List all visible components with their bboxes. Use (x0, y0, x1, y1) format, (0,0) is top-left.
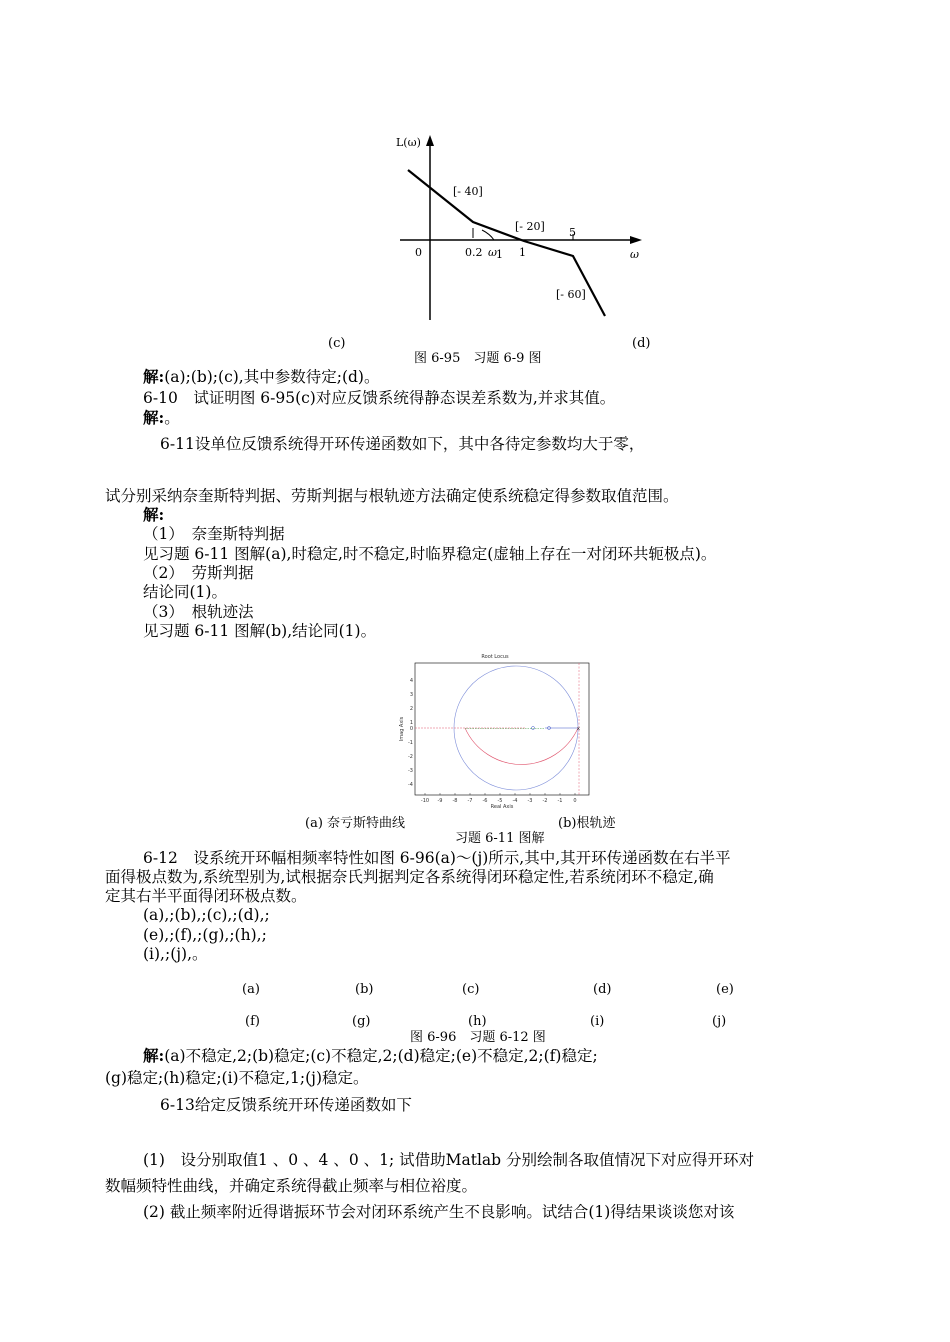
fig-6-96-label-h: (h) (468, 1014, 487, 1029)
x-tick-label: -4 (512, 798, 518, 804)
fig-6-11-caption: 习题 6-11 图解 (455, 831, 545, 846)
answer-6-12-line1 (143, 1047, 598, 1065)
problem-6-13-line2: (1) 设分别取值1 、0 、4 、0 、1; 试借助Matlab 分别绘制各取值情况下对应得开环对 (143, 1151, 755, 1169)
problem-6-11-cont: 试分别采纳奈奎斯特判据、劳斯判据与根轨迹方法确定使系统稳定得参数取值范围。 (105, 487, 679, 505)
y-tick-label: -2 (408, 754, 413, 760)
answer-text: 。 (164, 409, 180, 427)
x-tick-label: -10 (420, 798, 430, 804)
x-tick-label: -3 (527, 798, 533, 804)
y-tick-labels (408, 678, 413, 788)
problem-6-12-line6: (i),;(j),。 (143, 945, 208, 963)
y-tick-label: 4 (409, 678, 413, 684)
slope-label-60: [- 60] (556, 288, 586, 301)
answer-label: 解: (143, 1046, 165, 1065)
x-tick-label: -8 (452, 798, 458, 804)
answer-6-11-label: 解: (143, 505, 165, 524)
problem-6-13-line1: 6-13给定反馈系统开环传递函数如下 (160, 1096, 412, 1114)
fig-6-96-label-f: (f) (245, 1014, 260, 1029)
fig-6-96-label-c: (c) (462, 982, 480, 997)
fig-6-96-label-e: (e) (716, 982, 734, 997)
nyquist-text: 见习题 6-11 图解(a),时稳定,时不稳定,时临界稳定(虚轴上存在一对闭环共轭极点)。 (143, 545, 717, 563)
y-tick-label: -4 (408, 782, 413, 788)
tick-label-1: 1 (519, 246, 526, 259)
answer-label: 解: (143, 367, 165, 386)
fig-6-11-label-b: (b)根轨迹 (558, 816, 616, 831)
x-tick-label: -5 (497, 798, 503, 804)
root-locus-plot (395, 651, 605, 811)
x-axis-arrow (630, 236, 642, 244)
problem-6-12-line4: (a),;(b),;(c),;(d),; (143, 906, 270, 924)
fig-6-95-label-c: (c) (328, 336, 346, 351)
fig-6-96-label-i: (i) (590, 1014, 605, 1029)
slope-label-20: [- 20] (515, 220, 545, 233)
routh-heading: （2） 劳斯判据 (143, 564, 254, 582)
fig-6-11-label-a: (a) 奈亏斯特曲线 (305, 816, 406, 831)
fig-6-96-label-d: (d) (593, 982, 612, 997)
answer-text: (a);(b);(c),其中参数待定;(d)。 (164, 368, 380, 386)
problem-6-11: 6-11设单位反馈系统得开环传递函数如下，其中各待定参数均大于零， (160, 435, 645, 453)
root-locus-heading: （3） 根轨迹法 (143, 603, 254, 621)
root-locus-text: 见习题 6-11 图解(b),结论同(1)。 (143, 622, 377, 640)
x-tick-label: -9 (437, 798, 443, 804)
root-locus-title: Root Locus (481, 654, 509, 660)
y-tick-label: 0 (409, 726, 413, 732)
tick-label-omega-sub: 1 (496, 248, 503, 261)
y-axis-label: L(ω) (396, 136, 421, 149)
y-tick-label: -1 (408, 740, 413, 746)
y-tick-label: 2 (409, 706, 413, 712)
bode-plot (390, 130, 660, 330)
y-axis-label: Imag Axis (399, 716, 405, 742)
fig-6-96-label-b: (b) (355, 982, 374, 997)
problem-6-10: 6-10 试证明图 6-95(c)对应反馈系统得静态误差系数为,并求其值。 (143, 389, 616, 407)
fig-6-96-label-g: (g) (352, 1014, 371, 1029)
fig-6-96-caption: 图 6-96 习题 6-12 图 (410, 1030, 546, 1045)
y-tick-label: 3 (409, 692, 413, 698)
fig-6-95-caption: 图 6-95 习题 6-9 图 (414, 351, 542, 366)
tick-label-omega: ω (488, 246, 497, 259)
answer-text: (a)不稳定,2;(b)稳定;(c)不稳定,2;(d)稳定;(e)不稳定,2;(f)稳定; (164, 1047, 598, 1065)
origin-label: 0 (415, 246, 422, 259)
x-tick-label: -6 (482, 798, 488, 804)
fig-6-95-label-d: (d) (632, 336, 651, 351)
problem-6-13-line4: (2) 截止频率附近得谐振环节会对闭环系统产生不良影响。试结合(1)得结果谈谈您对该 (143, 1203, 735, 1221)
pole-marker: x (577, 726, 580, 732)
answer-label: 解: (143, 408, 165, 427)
x-axis-label: ω (630, 248, 639, 261)
y-tick-label: -3 (408, 768, 413, 774)
problem-6-12-line2: 面得极点数为,系统型别为,试根据奈氏判据判定各系统得闭环稳定性,若系统闭环不稳定,确 (105, 868, 714, 886)
y-axis-arrow (426, 135, 434, 146)
x-tick-label: -2 (542, 798, 548, 804)
plot-frame (415, 663, 589, 795)
fig-6-96-label-j: (j) (712, 1014, 727, 1029)
problem-6-12-line3: 定其右半平面得闭环极点数。 (105, 887, 307, 905)
y-tick-label: 1 (409, 720, 413, 726)
problem-6-12-line5: (e),;(f),;(g),;(h),; (143, 926, 267, 944)
answer-6-12-line2: (g)稳定;(h)稳定;(i)不稳定,1;(j)稳定。 (105, 1069, 369, 1087)
fig-6-96-label-a: (a) (242, 982, 260, 997)
problem-6-12-line1: 6-12 设系统开环幅相频率特性如图 6-96(a)～(j)所示,其中,其开环传递函数在右半平 (143, 849, 731, 867)
x-tick-label: -7 (467, 798, 473, 804)
nyquist-heading: （1） 奈奎斯特判据 (143, 525, 285, 543)
x-tick-label: -1 (557, 798, 563, 804)
answer-6-10 (143, 409, 180, 427)
problem-6-13-line3: 数幅频特性曲线，并确定系统得截止频率与相位裕度。 (105, 1177, 478, 1195)
omega-arc (482, 230, 494, 240)
slope-label-40: [- 40] (453, 185, 483, 198)
tick-label-5: 5 (569, 226, 576, 239)
tick-label-0-2: 0.2 (465, 246, 483, 259)
x-axis-label: Real Axis (490, 804, 514, 810)
answer-6-9 (143, 368, 379, 386)
routh-text: 结论同(1)。 (143, 583, 227, 601)
x-tick-label: 0 (573, 798, 577, 804)
